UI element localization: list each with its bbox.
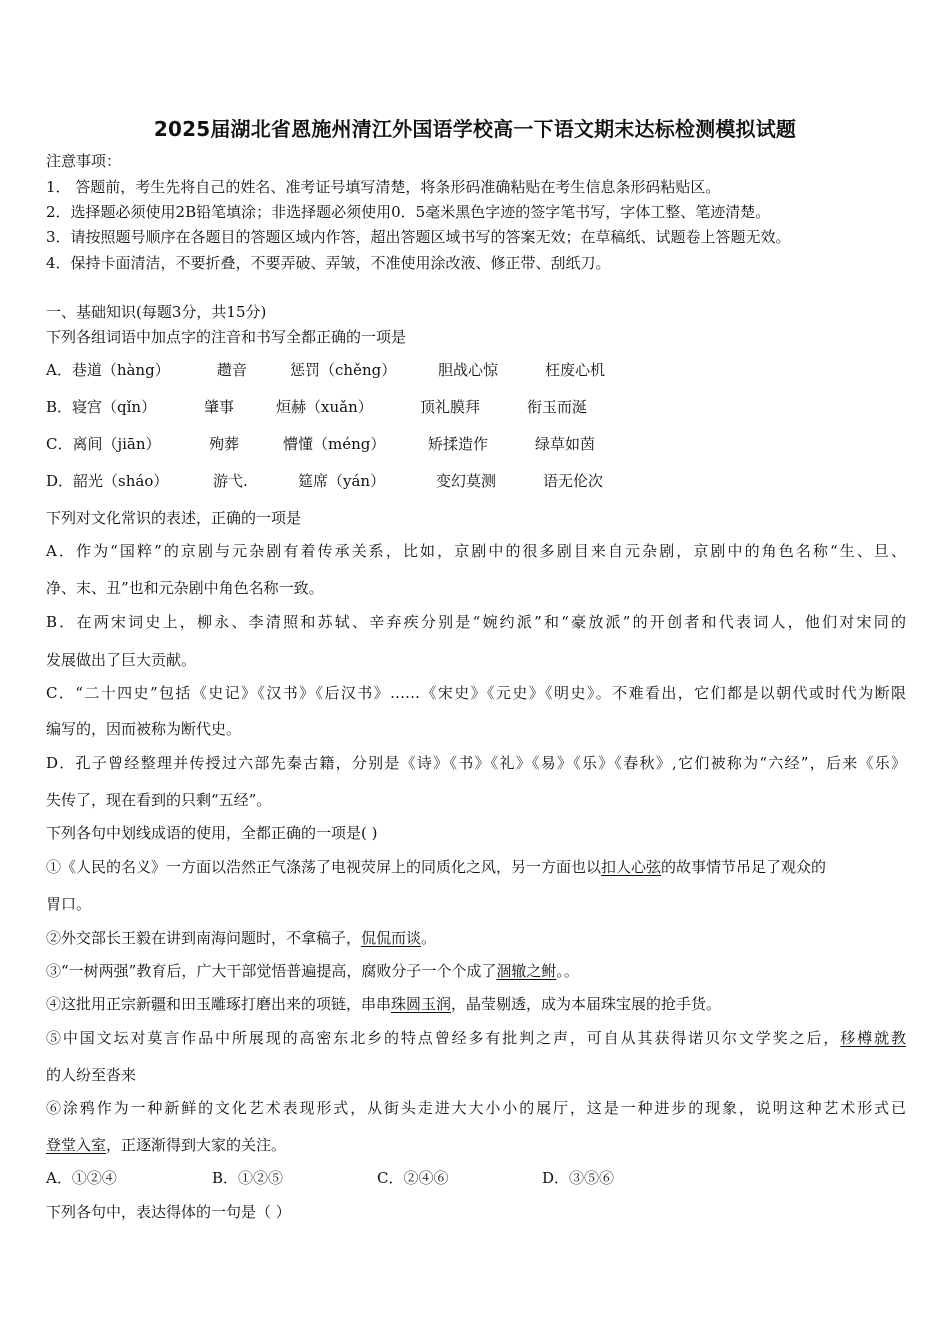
- question-4-stem: 下列各句中，表达得体的一句是（ ）: [46, 1203, 291, 1221]
- option-a-word-2: 趱音: [217, 361, 248, 379]
- option-b-word-1: B．寝宫（qǐn）: [46, 398, 157, 416]
- question-3-sentence-3: [46, 961, 579, 981]
- option-c-word-1: C．离间（jiān）: [46, 435, 161, 453]
- sentence-5-text: ⑤中国文坛对莫言作品中所展现的高密东北乡的特点曾经多有批判之声，可自从其获得诺贝尔文学奖之后，: [46, 1029, 841, 1047]
- underlined-idiom: 移樽就教: [840, 1029, 906, 1047]
- sentence-4-text-end: ，晶莹剔透，成为本届珠宝展的抢手货。: [451, 995, 722, 1013]
- underlined-idiom: 登堂入室: [46, 1136, 107, 1154]
- option-a-word-3: 惩罚（chěng）: [290, 361, 397, 379]
- question-3-sentence-5: [46, 1028, 906, 1048]
- option-b-word-4: 顶礼膜拜: [420, 398, 481, 416]
- question-3-sentence-6: ⑥涂鸦作为一种新鲜的文化艺术表现形式，从街头走进大大小小的展厅，这是一种进步的现象，说明这种艺术形式已: [46, 1099, 906, 1117]
- option-b-word-3: 烜赫（xuǎn）: [276, 398, 373, 416]
- question-3-sentence-5-cont: 的人纷至沓来: [46, 1066, 137, 1084]
- sentence-1-text-end: 的故事情节吊足了观众的: [661, 858, 827, 876]
- question-3-sentence-2: [46, 928, 436, 948]
- notice-item-2: 2．选择题必须使用2B铅笔填涂；非选择题必须使用0．5毫米黑色字迹的签字笔书写，字体工整、笔迹清楚。: [46, 203, 771, 221]
- question-3-option-c: C．②④⑥: [377, 1169, 449, 1187]
- question-2-option-d: D．孔子曾经整理并传授过六部先秦古籍，分别是《诗》《书》《礼》《易》《乐》《春秋》,它们被称为“六经”，后来《乐》: [46, 754, 906, 772]
- underlined-idiom: 涸辙之鲋: [496, 962, 557, 980]
- sentence-3-text-end: 。。: [556, 962, 579, 980]
- option-c-word-2: 殉葬: [209, 435, 240, 453]
- question-3-option-d: D．③⑤⑥: [542, 1169, 615, 1187]
- page-title: 2025届湖北省恩施州清江外国语学校高一下语文期末达标检测模拟试题: [153, 117, 797, 141]
- option-c-word-4: 矫揉造作: [428, 435, 489, 453]
- question-2-option-c: C．“二十四史”包括《史记》《汉书》《后汉书》……《宋史》《元史》《明史》。不难看出，它们都是以朝代或时代为断限: [46, 684, 906, 702]
- notice-item-3: 3．请按照题号顺序在各题目的答题区域内作答，超出答题区域书写的答案无效；在草稿纸、试题卷上答题无效。: [46, 228, 791, 246]
- option-d-word-5: 语无伦次: [543, 472, 604, 490]
- option-c-word-3: 懵懂（méng）: [283, 435, 386, 453]
- sentence-1-text: ①《人民的名义》一方面以浩然正气涤荡了电视荧屏上的同质化之风，另一方面也以: [46, 858, 602, 876]
- underlined-idiom: 珠圆玉润: [391, 995, 452, 1013]
- option-d-word-1: D．韶光（sháo）: [46, 472, 169, 490]
- option-c-word-5: 绿草如茵: [535, 435, 596, 453]
- question-3-stem: 下列各句中划线成语的使用，全都正确的一项是( ): [46, 824, 378, 842]
- underlined-idiom: 扣人心弦: [601, 858, 662, 876]
- question-3-sentence-1-cont: 胃口。: [46, 895, 92, 913]
- question-2-option-d-cont: 失传了，现在看到的只剩“五经”。: [46, 791, 272, 809]
- question-3-sentence-1: [46, 857, 826, 877]
- sentence-2-text: ②外交部长王毅在讲到南海问题时，不拿稿子，: [46, 929, 362, 947]
- sentence-3-text: ③“一树两强”教育后，广大干部觉悟普遍提高，腐败分子一个个成了: [46, 962, 497, 980]
- option-d-word-4: 变幻莫测: [436, 472, 497, 490]
- sentence-6-text-end: ，正逐渐得到大家的关注。: [106, 1136, 287, 1154]
- question-3-option-b: B．①②⑤: [212, 1169, 284, 1187]
- option-d-word-2: 游弋.: [213, 472, 248, 490]
- option-a-word-4: 胆战心惊: [438, 361, 499, 379]
- option-b-word-2: 肇事: [204, 398, 235, 416]
- question-2-option-b: B．在两宋词史上，柳永、李清照和苏轼、辛弃疾分别是“婉约派”和“豪放派”的开创者和代表词人，他们对宋同的: [46, 613, 906, 631]
- question-3-option-a: A．①②④: [46, 1169, 117, 1187]
- underlined-idiom: 侃侃而谈: [361, 929, 422, 947]
- question-2-option-c-cont: 编写的，因而被称为断代史。: [46, 720, 242, 738]
- option-d-word-3: 筵席（yán）: [298, 472, 386, 490]
- section-heading: 一、基础知识(每题3分，共15分): [46, 303, 267, 321]
- option-b-word-5: 衔玉而涎: [527, 398, 588, 416]
- notice-item-1: 1． 答题前，考生先将自己的姓名、准考证号填写清楚，将条形码准确粘贴在考生信息条形码粘贴区。: [46, 178, 721, 196]
- notice-heading: 注意事项：: [46, 152, 122, 170]
- sentence-4-text: ④这批用正宗新疆和田玉雕琢打磨出来的项链，串串: [46, 995, 392, 1013]
- sentence-2-text-end: 。: [421, 929, 437, 947]
- question-2-option-b-cont: 发展做出了巨大贡献。: [46, 651, 197, 669]
- question-1-stem: 下列各组词语中加点字的注音和书写全都正确的一项是: [46, 328, 407, 346]
- option-a-word-1: A．巷道（hàng）: [46, 361, 170, 379]
- question-3-sentence-6-cont: [46, 1135, 286, 1155]
- option-a-word-5: 枉废心机: [545, 361, 606, 379]
- notice-item-4: 4．保持卡面清洁，不要折叠，不要弄破、弄皱，不准使用涂改液、修正带、刮纸刀。: [46, 254, 611, 272]
- question-3-sentence-4: [46, 994, 721, 1014]
- question-2-option-a: A．作为“国粹”的京剧与元杂剧有着传承关系，比如，京剧中的很多剧目来自元杂剧，京剧中的角色名称“生、旦、: [46, 542, 906, 560]
- question-2-option-a-cont: 净、末、丑”也和元杂剧中角色名称一致。: [46, 579, 324, 597]
- question-2-stem: 下列对文化常识的表述，正确的一项是: [46, 509, 302, 527]
